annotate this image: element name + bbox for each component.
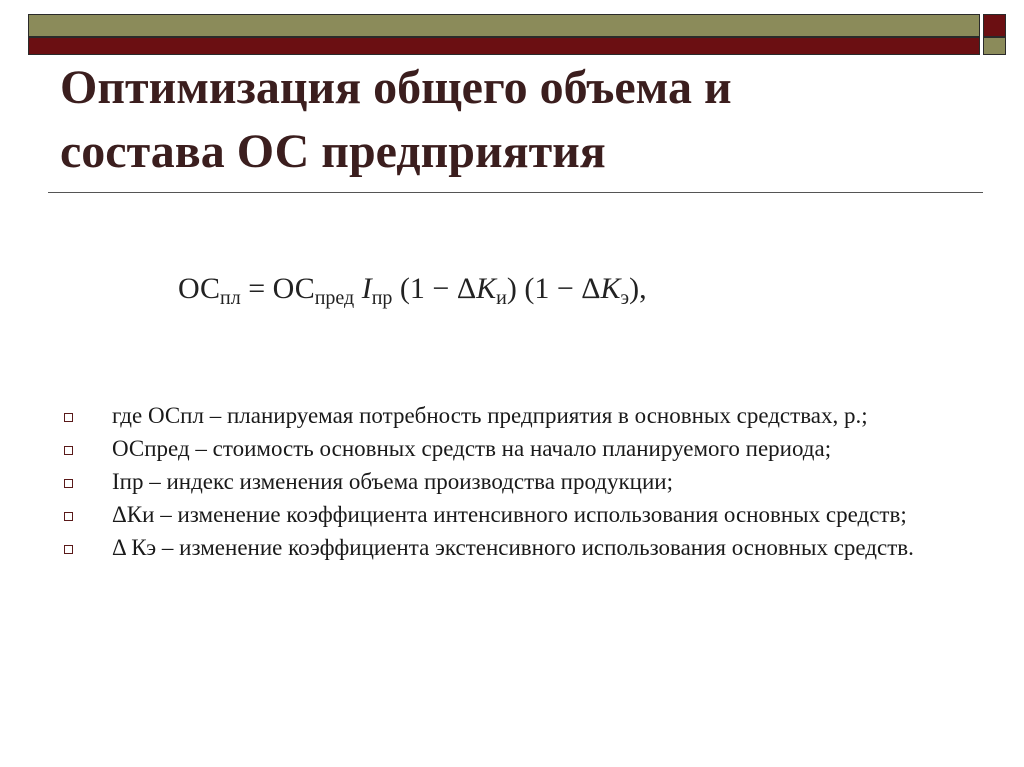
formula-factor1-var: K bbox=[476, 272, 497, 305]
list-item bbox=[60, 534, 960, 561]
formula-lhs: ОС bbox=[178, 272, 221, 305]
slide-title-line1: Оптимизация общего объема и bbox=[60, 61, 732, 114]
formula-factor1-close: ) bbox=[506, 272, 517, 305]
list-item-text: Iпр – индекс изменения объема производства продукции; bbox=[112, 469, 673, 494]
formula-term1-sub: пред bbox=[314, 287, 355, 309]
formula-term2-sub: пр bbox=[371, 287, 393, 309]
list-item bbox=[60, 435, 960, 462]
definitions-list bbox=[60, 402, 960, 567]
formula-eq: = bbox=[240, 272, 273, 305]
list-item bbox=[60, 468, 960, 495]
formula bbox=[178, 272, 647, 310]
square-bullet-icon bbox=[64, 479, 73, 488]
title-divider bbox=[48, 192, 983, 193]
square-bullet-icon bbox=[64, 446, 73, 455]
header-bar-red bbox=[28, 37, 980, 55]
square-bullet-icon bbox=[64, 413, 73, 422]
formula-factor2-var: K bbox=[600, 272, 621, 305]
list-item-text: Δ Кэ – изменение коэффициента экстенсивного использования основных средств. bbox=[112, 535, 914, 560]
formula-term2: I bbox=[354, 272, 372, 305]
corner-square-olive bbox=[983, 37, 1006, 55]
formula-term1: ОС bbox=[272, 272, 315, 305]
formula-factor2-open: (1 − Δ bbox=[516, 272, 601, 305]
slide-title-line2: состава ОС предприятия bbox=[60, 125, 606, 178]
corner-square-red bbox=[983, 14, 1006, 37]
square-bullet-icon bbox=[64, 545, 73, 554]
formula-factor2-sub: э bbox=[620, 287, 630, 309]
square-bullet-icon bbox=[64, 512, 73, 521]
formula-lhs-sub: пл bbox=[220, 287, 241, 309]
formula-factor2-close: ), bbox=[629, 272, 647, 305]
list-item-text: где ОСпл – планируемая потребность предприятия в основных средствах, р.; bbox=[112, 403, 868, 428]
header-bar-olive bbox=[28, 14, 980, 37]
slide-title bbox=[60, 56, 960, 184]
list-item-text: ΔКи – изменение коэффициента интенсивного использования основных средств; bbox=[112, 502, 907, 527]
list-item bbox=[60, 402, 960, 429]
list-item-text: ОСпред – стоимость основных средств на начало планируемого периода; bbox=[112, 436, 832, 461]
formula-factor1-sub: и bbox=[496, 287, 507, 309]
formula-factor1-open: (1 − Δ bbox=[392, 272, 477, 305]
list-item bbox=[60, 501, 960, 528]
